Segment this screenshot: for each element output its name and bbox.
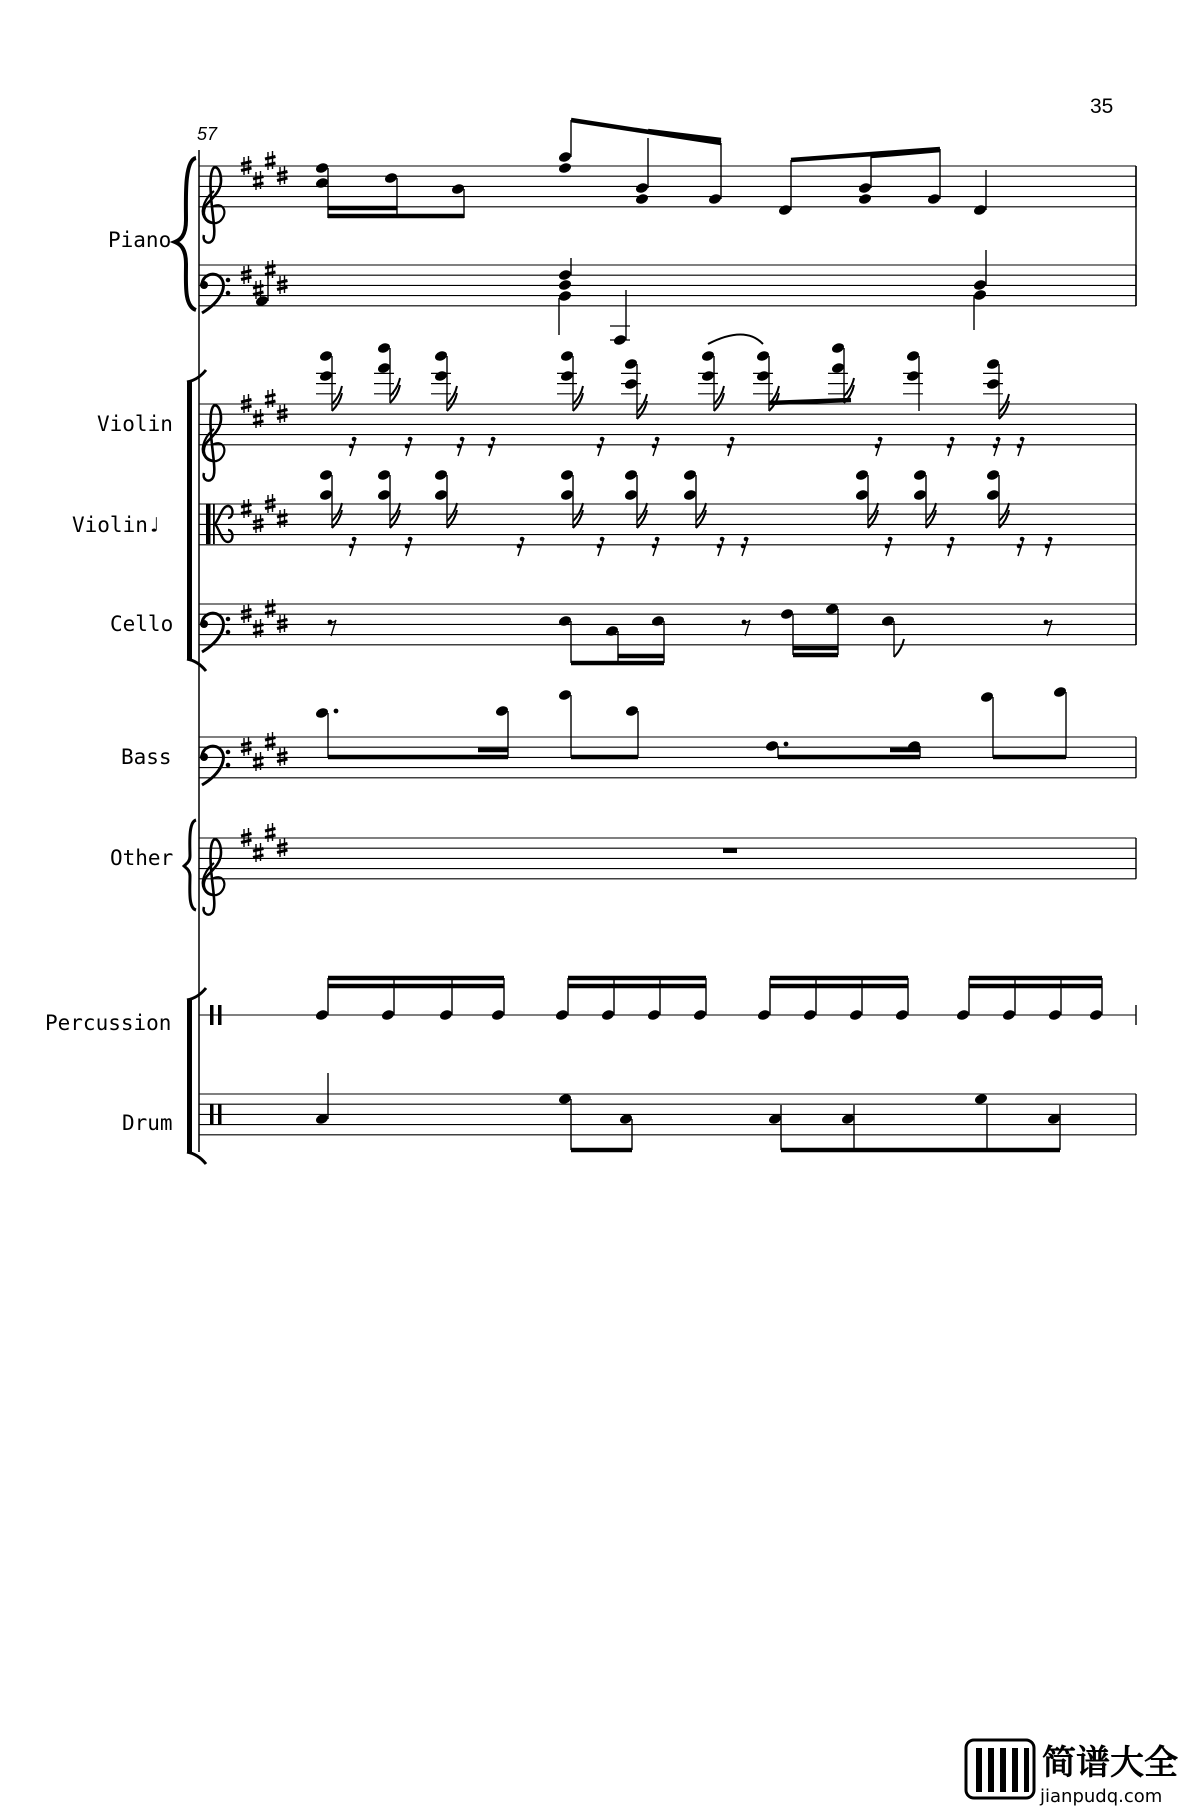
notehead	[780, 608, 795, 621]
rest-icon	[328, 620, 336, 636]
beam	[571, 120, 721, 143]
notehead	[635, 182, 650, 195]
rest-icon	[457, 437, 465, 456]
rest-icon	[405, 437, 413, 456]
notehead	[756, 350, 771, 363]
notehead	[558, 162, 573, 175]
notehead	[377, 489, 392, 502]
rest-icon	[405, 537, 413, 556]
notehead	[495, 705, 510, 718]
dot	[334, 709, 339, 714]
flag	[447, 386, 457, 411]
label-drum: Drum	[122, 1111, 173, 1135]
notehead	[555, 1009, 570, 1022]
notehead	[558, 269, 573, 282]
notehead	[913, 489, 928, 502]
notehead	[906, 350, 921, 363]
rest-icon	[947, 437, 955, 456]
notehead	[560, 489, 575, 502]
beam	[871, 150, 940, 156]
notehead	[973, 279, 988, 292]
notehead	[384, 172, 399, 185]
notehead	[906, 370, 921, 383]
flag	[390, 378, 400, 403]
notehead	[558, 279, 573, 292]
dot	[784, 742, 789, 747]
notehead	[927, 193, 942, 206]
rest-icon	[723, 848, 737, 853]
notehead	[895, 1009, 910, 1022]
notehead	[858, 193, 873, 206]
bass-clef	[200, 613, 230, 652]
rest-icon	[652, 437, 660, 456]
piano-brace	[175, 158, 196, 310]
sharp-icon	[253, 409, 264, 428]
flag	[999, 394, 1009, 419]
notehead	[560, 469, 575, 482]
sharp-icon	[241, 499, 252, 518]
notehead	[986, 469, 1001, 482]
notehead	[986, 489, 1001, 502]
label-other: Other	[110, 846, 174, 870]
notehead	[757, 1009, 772, 1022]
notehead	[913, 469, 928, 482]
sharp-icon	[277, 747, 288, 766]
rest-icon	[652, 537, 660, 556]
sharp-icon	[277, 166, 288, 185]
label-bass: Bass	[121, 745, 172, 769]
flag	[769, 386, 779, 411]
treble-clef	[203, 405, 225, 480]
sharp-icon	[265, 823, 276, 842]
notehead	[647, 1009, 662, 1022]
notehead	[701, 350, 716, 363]
notehead	[315, 707, 330, 720]
rest-icon	[1017, 537, 1025, 556]
flag	[573, 386, 583, 411]
notehead	[1048, 1009, 1063, 1022]
notehead	[624, 469, 639, 482]
rest-icon	[727, 437, 735, 456]
notehead	[778, 204, 793, 217]
sharp-icon	[253, 752, 264, 771]
notehead	[635, 193, 650, 206]
notehead	[831, 342, 846, 355]
notehead	[624, 358, 639, 371]
notehead	[319, 469, 334, 482]
sharp-icon	[265, 599, 276, 618]
notehead	[315, 177, 330, 190]
bass-clef	[200, 274, 230, 313]
notehead	[558, 615, 573, 628]
notehead	[434, 350, 449, 363]
notehead	[683, 469, 698, 482]
sharp-icon	[253, 843, 264, 862]
notehead	[558, 689, 573, 702]
percussion-bracket	[187, 988, 206, 1164]
flag	[637, 394, 647, 419]
rest-icon	[1017, 437, 1025, 456]
rest-icon	[1044, 620, 1052, 636]
notehead	[855, 489, 870, 502]
flag	[894, 639, 904, 657]
notehead	[708, 193, 723, 206]
treble-clef	[203, 839, 225, 914]
notehead	[558, 151, 573, 164]
notehead	[491, 1009, 506, 1022]
notehead	[858, 182, 873, 195]
beam	[769, 400, 851, 403]
notehead	[1089, 1009, 1104, 1022]
label-cello: Cello	[110, 612, 174, 636]
notehead	[1002, 1009, 1017, 1022]
label-violin: Violin	[97, 412, 173, 436]
rest-icon	[947, 537, 955, 556]
treble-clef	[203, 167, 225, 242]
notehead	[315, 162, 330, 175]
bass-clef	[200, 746, 230, 785]
notehead	[624, 378, 639, 391]
sharp-icon	[277, 275, 288, 294]
sharp-icon	[253, 619, 264, 638]
notehead	[560, 370, 575, 383]
sharp-icon	[277, 614, 288, 633]
notehead	[377, 469, 392, 482]
sharp-icon	[277, 838, 288, 857]
page-number: 35	[1090, 95, 1114, 118]
sharp-icon	[265, 389, 276, 408]
notehead	[701, 370, 716, 383]
notehead	[980, 691, 995, 704]
rest-icon	[517, 537, 525, 556]
notehead	[605, 625, 620, 638]
clefs	[200, 151, 288, 1124]
notehead	[558, 290, 573, 303]
watermark-title: 简谱大全	[1042, 1743, 1178, 1783]
sharp-icon	[241, 265, 252, 284]
notehead	[560, 350, 575, 363]
notehead	[439, 1009, 454, 1022]
rest-icon	[597, 537, 605, 556]
label-violin2: Violin♩	[72, 513, 161, 537]
notehead	[651, 615, 666, 628]
notehead	[315, 1009, 330, 1022]
notehead	[624, 489, 639, 502]
rest-icon	[885, 537, 893, 556]
notehead	[986, 378, 1001, 391]
rest-icon	[349, 437, 357, 456]
notehead	[377, 362, 392, 375]
rest-icon	[488, 437, 496, 456]
notehead	[973, 289, 988, 302]
notehead	[693, 1009, 708, 1022]
slur	[708, 335, 763, 345]
notehead	[683, 489, 698, 502]
sharp-icon	[265, 732, 276, 751]
notehead	[319, 370, 334, 383]
notehead	[956, 1009, 971, 1022]
rest-icon	[717, 537, 725, 556]
notehead	[855, 469, 870, 482]
staves	[199, 166, 1136, 1135]
notehead	[973, 204, 988, 217]
notehead	[381, 1009, 396, 1022]
flag	[332, 386, 342, 411]
watermark-logo	[966, 1740, 1034, 1798]
notehead	[1053, 686, 1068, 699]
notehead	[601, 1009, 616, 1022]
notehead	[434, 469, 449, 482]
sharp-icon	[241, 604, 252, 623]
watermark-url: jianpudq.com	[1040, 1786, 1163, 1807]
rest-icon	[1045, 537, 1053, 556]
other-brace	[184, 820, 196, 910]
notehead	[881, 615, 896, 628]
rest-icon	[741, 537, 749, 556]
rest-icon	[875, 437, 883, 456]
label-piano: Piano	[108, 228, 172, 252]
sharp-icon	[241, 737, 252, 756]
flag	[714, 386, 724, 411]
notehead	[765, 740, 780, 753]
measure-number: 57	[197, 124, 218, 144]
rest-icon	[993, 437, 1001, 456]
notehead	[434, 489, 449, 502]
notehead	[831, 362, 846, 375]
sharp-icon	[265, 260, 276, 279]
rest-icon	[597, 437, 605, 456]
notehead	[451, 183, 466, 196]
notehead	[849, 1009, 864, 1022]
notehead	[319, 350, 334, 363]
sharp-icon	[253, 171, 264, 190]
sharp-icon	[277, 404, 288, 423]
notehead	[434, 370, 449, 383]
notehead	[625, 705, 640, 718]
notehead	[986, 358, 1001, 371]
notehead	[756, 370, 771, 383]
rest-icon	[742, 620, 750, 636]
notehead	[377, 342, 392, 355]
sharp-icon	[253, 514, 264, 533]
label-percussion: Percussion	[45, 1011, 172, 1035]
notehead	[803, 1009, 818, 1022]
sharp-icon	[277, 509, 288, 528]
notehead	[319, 489, 334, 502]
sharp-icon	[265, 151, 276, 170]
rest-icon	[349, 537, 357, 556]
